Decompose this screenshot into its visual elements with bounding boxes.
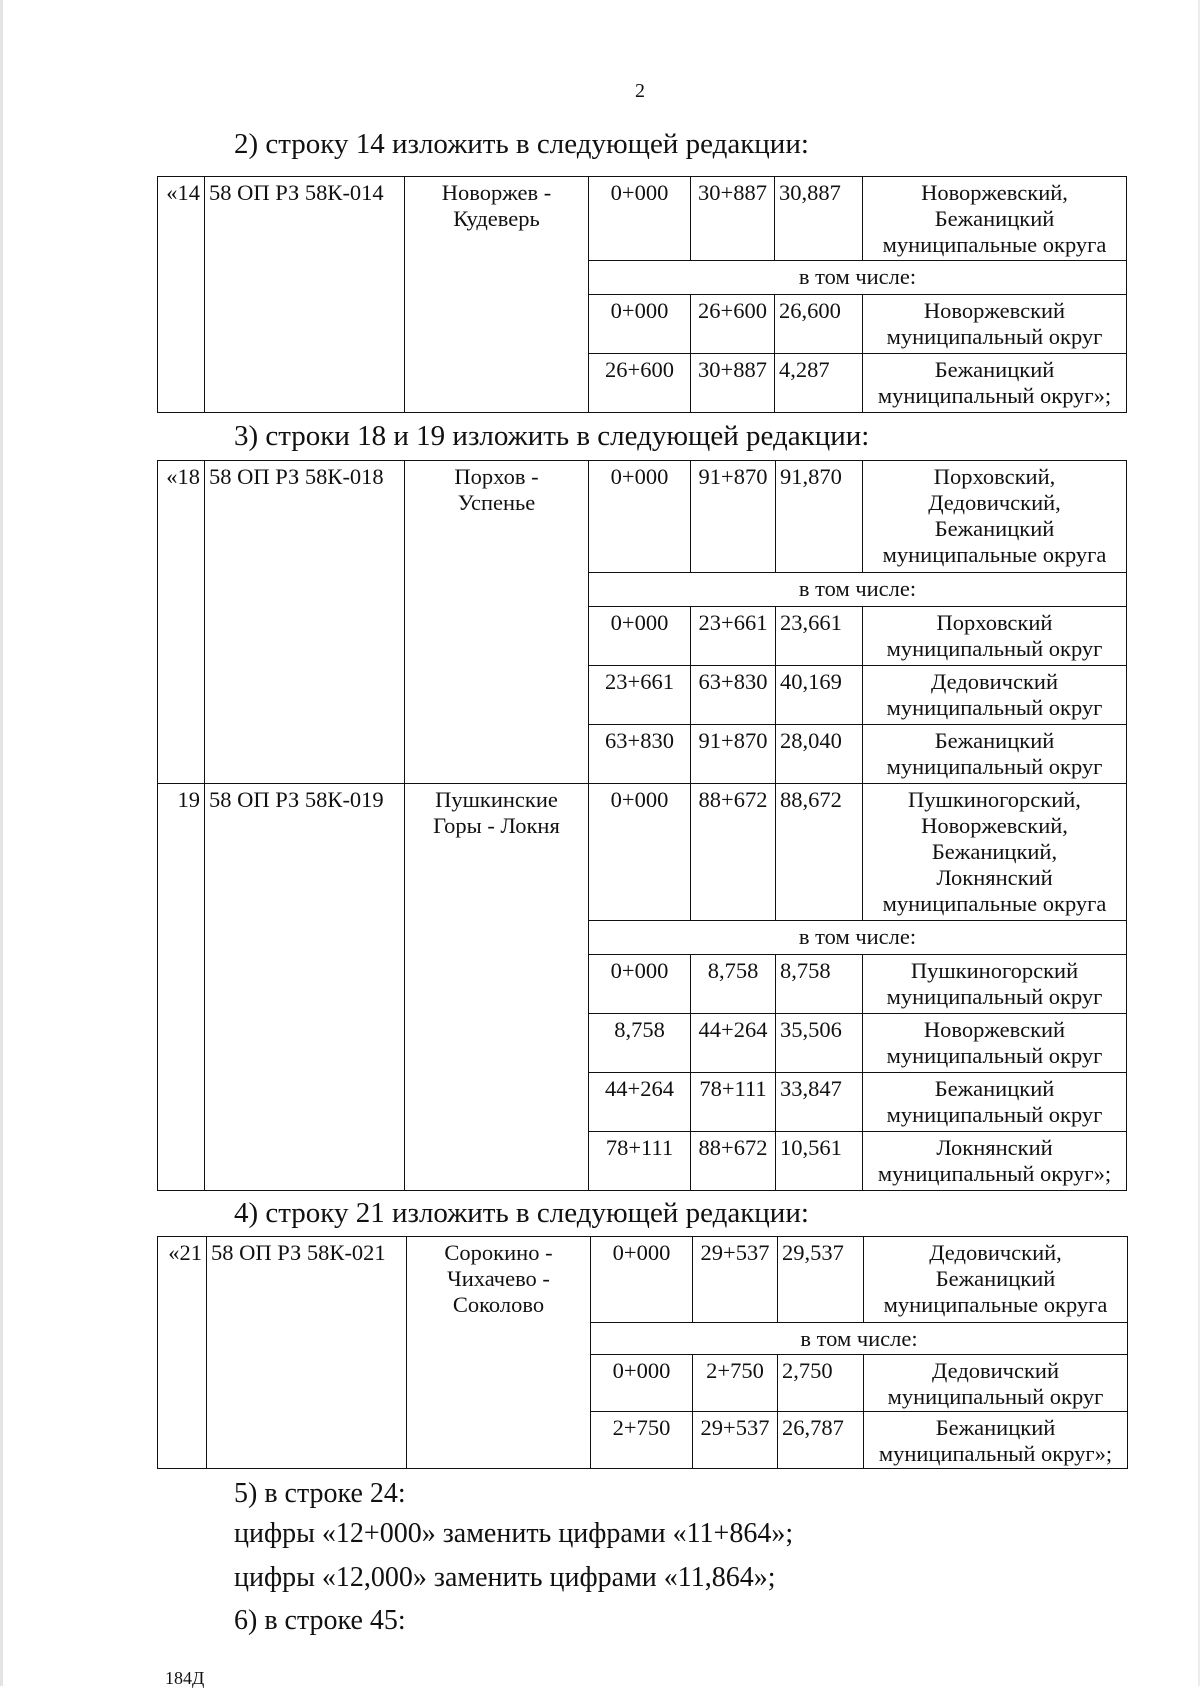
table-rows-18-19 — [157, 460, 1127, 1191]
km-end: 2+750 — [693, 1355, 778, 1412]
paragraph-3: 3) строки 18 и 19 изложить в следующей редакции: — [234, 420, 870, 452]
road-name: Сорокино - Чихачево - Соколово — [407, 1237, 591, 1469]
road-name: Новоржев - Кудеверь — [405, 177, 589, 413]
district: Бежаницкий муниципальный округ»; — [863, 354, 1127, 413]
district: Бежаницкий муниципальный округ»; — [864, 1412, 1128, 1469]
table-row-14 — [157, 176, 1127, 413]
km-end: 88+672 — [691, 784, 776, 921]
length: 10,561 — [776, 1132, 863, 1191]
km-start: 44+264 — [589, 1073, 691, 1132]
km-end: 30+887 — [691, 177, 775, 261]
table-row-21 — [157, 1236, 1128, 1469]
scan-edge-left — [0, 0, 3, 1686]
length: 91,870 — [776, 461, 863, 573]
subheader: в том числе: — [589, 921, 1127, 955]
paragraph-5a: цифры «12+000» заменить цифрами «11+864»; — [234, 1518, 794, 1549]
km-end: 88+672 — [691, 1132, 776, 1191]
km-end: 26+600 — [691, 295, 775, 354]
length: 26,787 — [778, 1412, 864, 1469]
district: Новоржевский муниципальный округ — [863, 1014, 1127, 1073]
km-start: 26+600 — [589, 354, 691, 413]
length: 2,750 — [778, 1355, 864, 1412]
km-end: 44+264 — [691, 1014, 776, 1073]
length: 8,758 — [776, 955, 863, 1014]
district: Бежаницкий муниципальный округ — [863, 1073, 1127, 1132]
km-end: 63+830 — [691, 666, 776, 725]
km-start: 0+000 — [589, 177, 691, 261]
length: 28,040 — [776, 725, 863, 784]
row-number: «21 — [158, 1237, 207, 1469]
length: 30,887 — [775, 177, 863, 261]
km-start: 23+661 — [589, 666, 691, 725]
row-number: «18 — [158, 461, 205, 784]
km-start: 0+000 — [591, 1237, 693, 1323]
page-number: 2 — [635, 80, 645, 102]
subheader: в том числе: — [589, 573, 1127, 607]
km-end: 29+537 — [693, 1412, 778, 1469]
km-end: 23+661 — [691, 607, 776, 666]
subheader: в том числе: — [591, 1323, 1128, 1355]
paragraph-5: 5) в строке 24: — [234, 1478, 406, 1509]
district: Порховский муниципальный округ — [863, 607, 1127, 666]
district: Дедовичский, Бежаницкий муниципальные округа — [864, 1237, 1128, 1323]
road-name: Пушкинские Горы - Локня — [405, 784, 589, 1191]
km-start: 0+000 — [589, 607, 691, 666]
length: 26,600 — [775, 295, 863, 354]
district: Новоржевский муниципальный округ — [863, 295, 1127, 354]
length: 29,537 — [778, 1237, 864, 1323]
road-id: 58 ОП РЗ 58К-021 — [207, 1237, 407, 1469]
paragraph-4: 4) строку 21 изложить в следующей редакции: — [234, 1197, 809, 1229]
km-end: 91+870 — [691, 725, 776, 784]
subheader: в том числе: — [589, 261, 1127, 295]
km-end: 8,758 — [691, 955, 776, 1014]
km-start: 8,758 — [589, 1014, 691, 1073]
district: Новоржевский, Бежаницкий муниципальные округа — [863, 177, 1127, 261]
district: Дедовичский муниципальный округ — [864, 1355, 1128, 1412]
district: Порховский, Дедовичский, Бежаницкий муниципальные округа — [863, 461, 1127, 573]
row-number: «14 — [158, 177, 205, 413]
district: Дедовичский муниципальный округ — [863, 666, 1127, 725]
district: Пушкиногорский муниципальный округ — [863, 955, 1127, 1014]
km-start: 0+000 — [589, 955, 691, 1014]
paragraph-2: 2) строку 14 изложить в следующей редакции: — [234, 128, 809, 160]
paragraph-6: 6) в строке 45: — [234, 1605, 406, 1636]
road-name: Порхов - Успенье — [405, 461, 589, 784]
length: 23,661 — [776, 607, 863, 666]
district: Бежаницкий муниципальный округ — [863, 725, 1127, 784]
km-start: 2+750 — [591, 1412, 693, 1469]
km-end: 91+870 — [691, 461, 776, 573]
km-start: 0+000 — [589, 461, 691, 573]
district: Локнянский муниципальный округ»; — [863, 1132, 1127, 1191]
length: 4,287 — [775, 354, 863, 413]
km-end: 78+111 — [691, 1073, 776, 1132]
footer-code: 184Д — [165, 1668, 205, 1688]
road-id: 58 ОП РЗ 58К-014 — [205, 177, 405, 413]
road-id: 58 ОП РЗ 58К-018 — [205, 461, 405, 784]
road-id: 58 ОП РЗ 58К-019 — [205, 784, 405, 1191]
paragraph-5b: цифры «12,000» заменить цифрами «11,864»; — [234, 1562, 776, 1593]
km-start: 0+000 — [589, 784, 691, 921]
row-number: 19 — [158, 784, 205, 1191]
length: 33,847 — [776, 1073, 863, 1132]
km-start: 78+111 — [589, 1132, 691, 1191]
km-end: 30+887 — [691, 354, 775, 413]
length: 35,506 — [776, 1014, 863, 1073]
km-start: 63+830 — [589, 725, 691, 784]
district: Пушкиногорский, Новоржевский, Бежаницкий, Локнянский муниципальные округа — [863, 784, 1127, 921]
km-end: 29+537 — [693, 1237, 778, 1323]
km-start: 0+000 — [589, 295, 691, 354]
km-start: 0+000 — [591, 1355, 693, 1412]
length: 40,169 — [776, 666, 863, 725]
length: 88,672 — [776, 784, 863, 921]
